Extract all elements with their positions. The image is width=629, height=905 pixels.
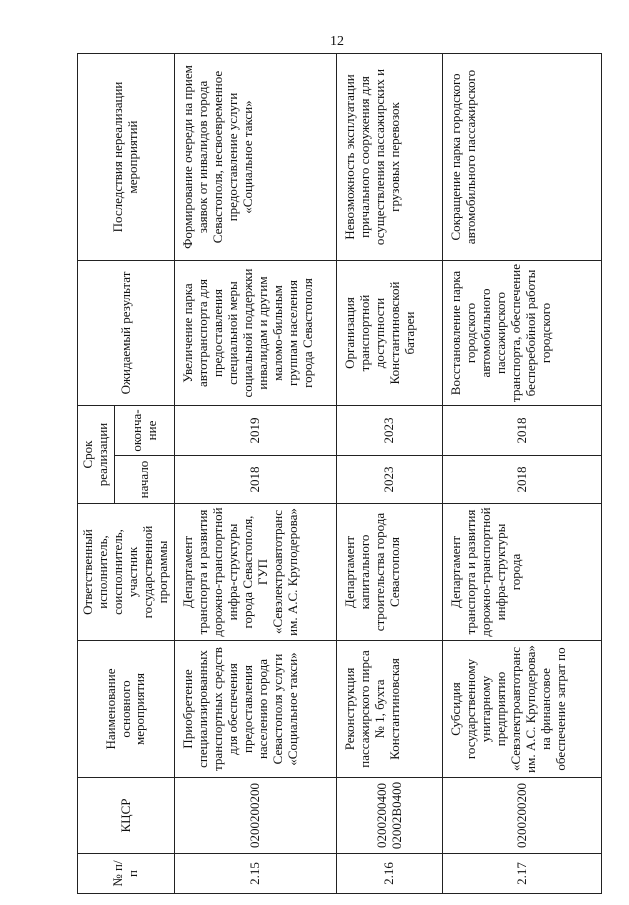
row-consequence: Невозможность эксплуатации причального сооружения для осуществления пассажирских и грузовых перевозок [337,54,443,261]
header-consequence: Последствия нереализации мероприятий [78,54,175,261]
row-name: Приобретение специализированных транспортных средств для обеспечения предоставления населению города Севастополя услуги «Социальное такси» [175,641,337,778]
row-name: Субсидия государственному унитарному предприятию «Севэлектроавтотранс им. А.С. Круподерова» на финансовое обеспечение затрат по [443,641,602,778]
row-kcsr: 0200200400 02002В0400 [337,778,443,854]
header-kcsr: КЦСР [78,778,175,854]
row-kcsr: 0200200200 [175,778,337,854]
page-number: 12 [330,34,344,49]
row-start: 2018 [443,456,602,504]
row-name: Реконструкция пассажирского пирса № 1, бухта Константиновская [337,641,443,778]
header-start: начало [115,456,175,504]
header-term: Срок реализации [78,406,115,504]
header-result: Ожидаемый результат [78,261,175,406]
row-end: 2023 [337,406,443,456]
program-measures-table [77,53,602,894]
row-consequence: Сокращение парка городского автомобильного пассажирского [443,54,602,261]
row-result: Организация транспортной доступности Константиновской батареи [337,261,443,406]
row-end: 2019 [175,406,337,456]
row-consequence: Формирование очереди на прием заявок от инвалидов города Севастополя, несвоевременное предоставление услуги «Социальное такси» [175,54,337,261]
header-row-1 [78,54,115,894]
row-executor: Департамент транспорта и развития дорожно-транспортной инфра-структуры города [443,504,602,641]
row-executor: Департамент капитального строительства города Севастополя [337,504,443,641]
header-name: Наименование основного мероприятия [78,641,175,778]
table-row [337,54,443,894]
header-num: № п/п [78,854,175,894]
row-result: Увеличение парка автотранспорта для предоставления специальной меры социальной поддержки инвалидам и другим маломо-бильным группам населения города Севастополя [175,261,337,406]
row-kcsr: 0200200200 [443,778,602,854]
row-num: 2.15 [175,854,337,894]
header-end: оконча-ние [115,406,175,456]
header-executor: Ответственный исполнитель, соисполнитель, участник государственной программы [78,504,175,641]
row-start: 2018 [175,456,337,504]
rotated-table-wrapper [77,54,601,894]
row-start: 2023 [337,456,443,504]
row-num: 2.16 [337,854,443,894]
table-row [443,54,602,894]
row-result: Восстановление парка городского автомобильного пассажирского транспорта, обеспечение бесперебойной работы городского [443,261,602,406]
row-end: 2018 [443,406,602,456]
row-executor: Департамент транспорта и развития дорожно-транспортной инфра-структуры города Севастополя, ГУП «Севэлектроавтотранс им. А.С. Круподерова» [175,504,337,641]
table-row [175,54,337,894]
row-num: 2.17 [443,854,602,894]
